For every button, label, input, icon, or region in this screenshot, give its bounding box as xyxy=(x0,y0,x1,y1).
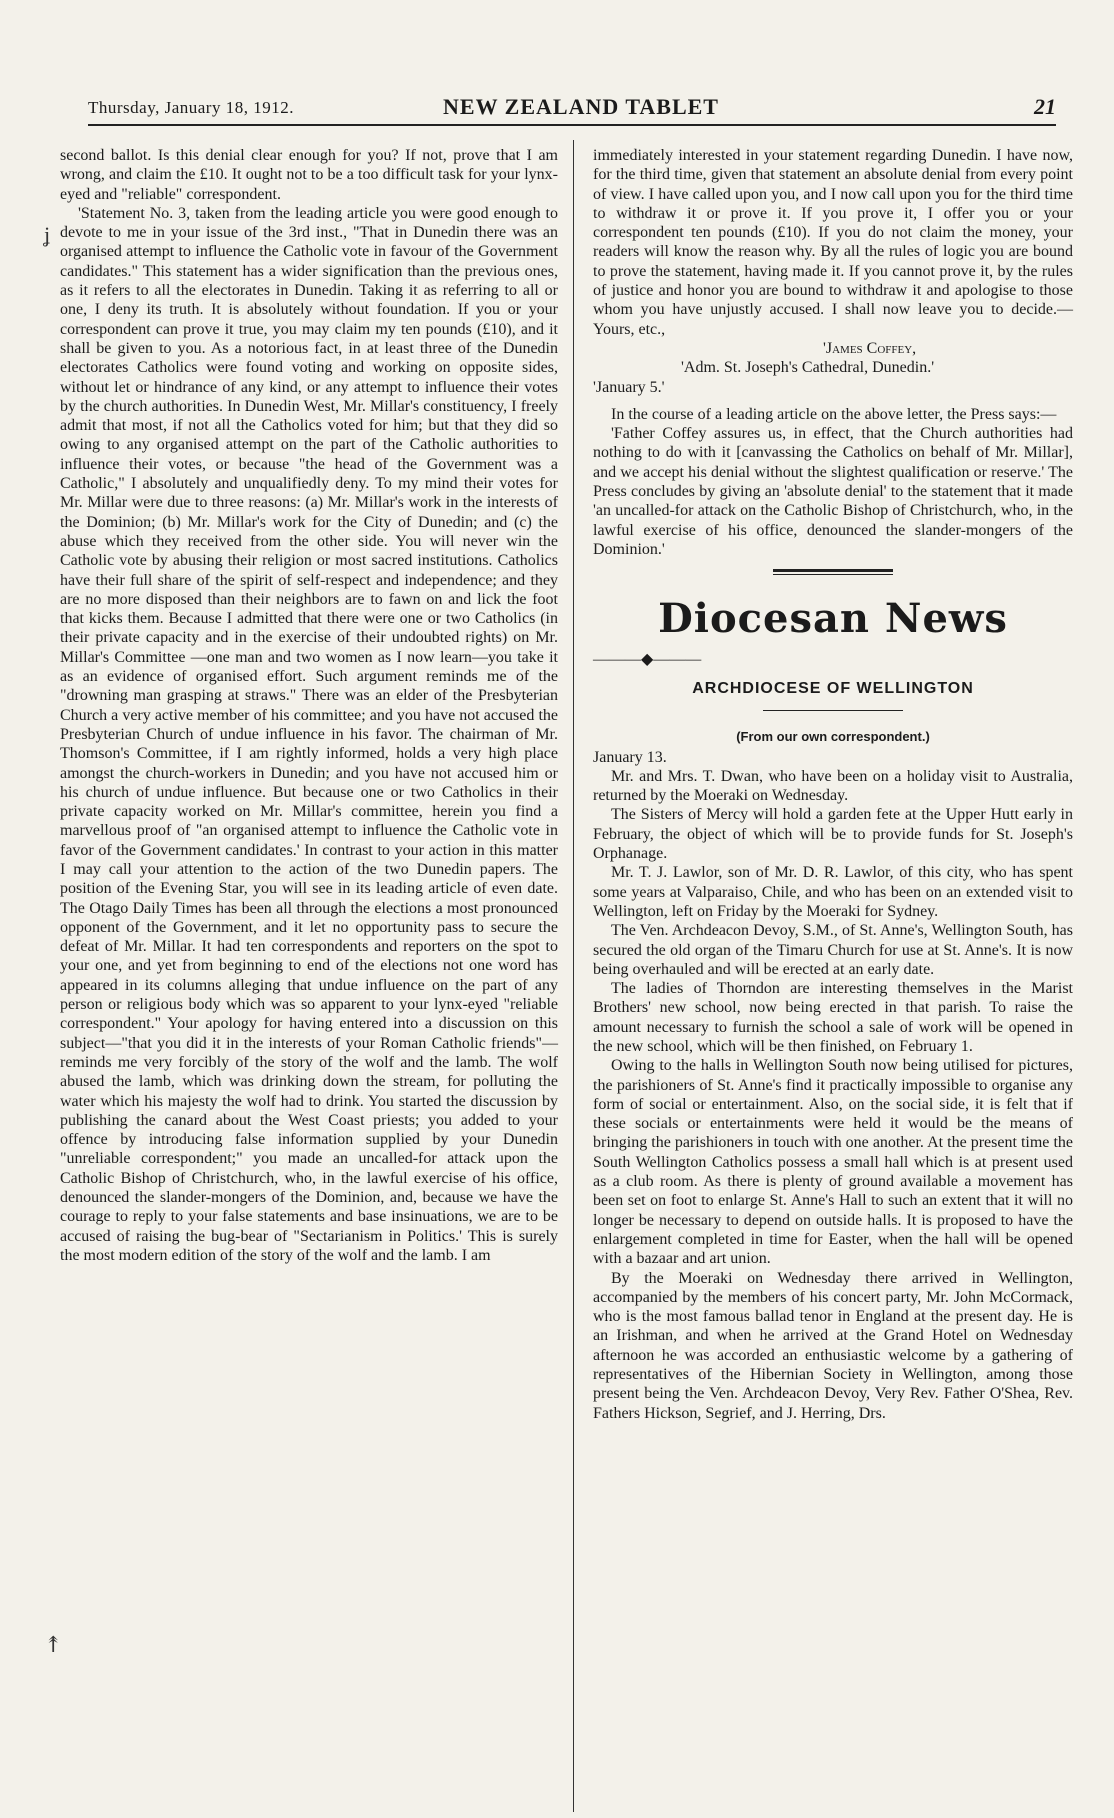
news-item: The ladies of Thorndon are interesting themselves in the Marist Brothers' new school, now being erected in that parish. To raise the amount necessary to furnish the school a sale of work will be opened in the new school, which will be then finished, on February 1. xyxy=(593,980,1073,1055)
letter-paragraph: immediately interested in your statement regarding Dunedin. I have now, for the third time, given that statement an absolute denial from every point of view. I have called upon you, and I now call upon you for the third time to withdraw it or prove it. If you prove it, I offer you or your correspondent ten pounds (£10). If you do not claim the money, your readers will know the reason why. By all the rules of logic you are bound to prove the statement, having made it. If you cannot prove it, by the rules of justice and honor you are bound to withdraw it and apologise to those whom you have unjustly accused. I shall now leave you to decide.—Yours, etc., xyxy=(593,147,1073,338)
margin-mark-icon: ↟ xyxy=(44,1632,63,1657)
right-column xyxy=(593,146,1073,1423)
column-divider xyxy=(573,140,574,1812)
letter-paragraph: second ballot. Is this denial clear enough for you? If not, prove that I am wrong, and claim the £10. It ought not to be a too difficult task for your lynx-eyed and "reliable" correspondent. xyxy=(60,147,558,203)
subsection-title: ARCHDIOCESE OF WELLINGTON xyxy=(692,679,974,697)
press-paragraph: In the course of a leading article on the above letter, the Press says:— xyxy=(611,405,1057,423)
left-column xyxy=(60,146,558,1265)
news-item: The Ven. Archdeacon Devoy, S.M., of St. Anne's, Wellington South, has secured the old organ of the Timaru Church for use at St. Anne's. It is now being overhauled and will be erected at an early date. xyxy=(593,922,1073,978)
section-title: Diocesan News xyxy=(658,595,1008,643)
signature-name: 'James Coffey, xyxy=(823,339,917,357)
margin-mark-icon: ʝ xyxy=(44,222,51,247)
news-item: Mr. T. J. Lawlor, son of Mr. D. R. Lawlor, of this city, who has spent some years at Valparaiso, Chile, and who has been on an extended visit to Wellington, left on Friday by the Moeraki for Sydney. xyxy=(593,864,1073,920)
page-header xyxy=(88,94,1056,126)
news-item: The Sisters of Mercy will hold a garden fete at the Upper Hutt early in February, the object of which will be to provide funds for St. Joseph's Orphanage. xyxy=(593,806,1073,863)
section-divider xyxy=(773,569,893,575)
news-item: Mr. and Mrs. T. Dwan, who have been on a holiday visit to Australia, returned by the Moeraki on Wednesday. xyxy=(593,767,1073,805)
subsection-divider xyxy=(763,710,903,711)
correspondent-credit: (From our own correspondent.) xyxy=(736,728,930,744)
signature-date: 'January 5.' xyxy=(593,378,665,396)
dateline: January 13. xyxy=(593,748,667,766)
letter-paragraph: 'Statement No. 3, taken from the leading article you were good enough to devote to me in your issue of the 3rd inst., "That in Dunedin there was an organised attempt to influence the Catholic vote in favour of the Government candidates." This statement has a wider signification than the previous ones, as it refers to all the electorates in Dunedin. Taking it as referring to all or one, I deny its truth. It is absolutely without foundation. If you or your correspondent can prove it true, you may claim my ten pounds (£10), and it shall be given to you. As a notorious fact, in at least three of the Dunedin electorates Catholics were found voting and working on opposite sides, without let or hindrance of any kind, or any attempt to influence their votes by the church authorities. In Dunedin West, Mr. Millar's constituency, I freely admit that most, if not all the Catholics voted for him; but that they did so owing to any organised attempt on the part of the Catholic authorities to influence their votes, or because "the head of the Government was a Catholic," I absolutely and unqualifiedly deny. To my mind their votes for Mr. Millar were due to three reasons: (a) Mr. Millar's work in the interests of the Dominion; (b) Mr. Millar's work for the City of Dunedin; and (c) the abuse which they received from the other side. You will never win the Catholic vote by abusing their religion or most sacred institutions. Catholics have their full share of the spirit of self-respect and independence; and they are no more disposed than their neighbors are to fawn on and lick the foot that kicks them. Because I admitted that there were one or two Catholics (in their private capacity and in the exercise of their undoubted rights) on Mr. Millar's Committee —one man and two women as I now learn—you take it as an evidence of organised effort. Such argument reminds me of the "drowning man grasping at straws." There was an elder of the Presbyterian Church a very active member of his committee; and you have not accused the Presbyterian Church of undue influence in his favor. The chairman of Mr. Thomson's Committee, if I am rightly informed, holds a very high place amongst the church-workers in Dunedin; and you have not accused him or his church of undue influence. But because one or two Catholics in their private capacity worked on Mr. Millar's committee, herein you find a marvellous proof of "an organised attempt to influence the Catholic vote in favor of the Government candidates.' In contrast to your action in this matter I may call your attention to the action of the two Dunedin papers. The position of the Evening Star, you will see in its leading article of even date. The Otago Daily Times has been all through the elections a most pronounced opponent of the Government, and it let no opportunity pass to secure the defeat of Mr. Millar. It had ten correspondents and reporters on the spot to your one, and yet from beginning to end of the elections not one word has appeared in its columns alleging that undue influence on the part of any person or religious body which was so apparent to your lynx-eyed "reliable correspondent." Your apology for having entered into a discussion on this subject—"that you did it in the interests of your Roman Catholic friends"—reminds me very forcibly of the story of the wolf and the lamb. The wolf abused the lamb, which was drinking down the stream, for polluting the water which his majesty the wolf had to drink. You started the discussion by publishing the canard about the West Coast priests; you added to your offence by introducing false information supplied by your Dunedin "unreliable correspondent;" you made an uncalled-for attack upon the Catholic Bishop of Christchurch, who, in the lawful exercise of his office, denounced the slander-mongers of the Dominion, and, because we have the courage to reply to your false statements and base insinuations, we are to be accused of raising the bug-bear of "Sectarianism in Politics.' This is surely the most modern edition of the story of the wolf and the lamb. I am xyxy=(60,204,558,1264)
news-item: By the Moeraki on Wednesday there arrived in Wellington, accompanied by the members of his concert party, Mr. John McCormack, who is the most famous ballad tenor in England at the present day. He is an Irishman, and when he arrived at the Grand Hotel on Wednesday afternoon he was accorded an enthusiastic welcome by a gathering of representatives of the Hibernian Society in Wellington, among those present being the Ven. Archdeacon Devoy, Very Rev. Father O'Shea, Rev. Fathers Hickson, Segrief, and J. Herring, Drs. xyxy=(593,1269,1073,1422)
page-number: 21 xyxy=(1034,94,1056,119)
header-date: Thursday, January 18, 1912. xyxy=(88,98,294,117)
press-paragraph: 'Father Coffey assures us, in effect, that the Church authorities had nothing to do with it [canvassing the Catholics on behalf of Mr. Millar], and we accept his denial without the slightest qualification or reserve.' The Press concludes by giving an 'absolute denial' to the statement that it made 'an uncalled-for attack on the Catholic Bishop of Christchurch, who, in the lawful exercise of his office, denounced the slander-mongers of the Dominion.' xyxy=(593,425,1073,558)
diamond-divider-icon: ———◆——— xyxy=(593,651,702,669)
masthead-title: NEW ZEALAND TABLET xyxy=(443,94,719,119)
signature-title: 'Adm. St. Joseph's Cathedral, Dunedin.' xyxy=(681,359,935,377)
news-item: Owing to the halls in Wellington South now being utilised for pictures, the parishioners of St. Anne's find it practically impossible to organise any form of social or entertainment. Also, on the social side, it is felt that if these socials or entertainments were held it would be the means of bringing the parishioners in touch with one another. At the present time the South Wellington Catholics possess a small hall which is at present used as a club room. As there is plenty of ground available a movement has been set on foot to enlarge St. Anne's Hall to such an extent that it will no longer be necessary to depend on outside halls. It is proposed to have the enlargement completed in time for Easter, when the hall will be opened with a bazaar and art union. xyxy=(593,1057,1073,1268)
